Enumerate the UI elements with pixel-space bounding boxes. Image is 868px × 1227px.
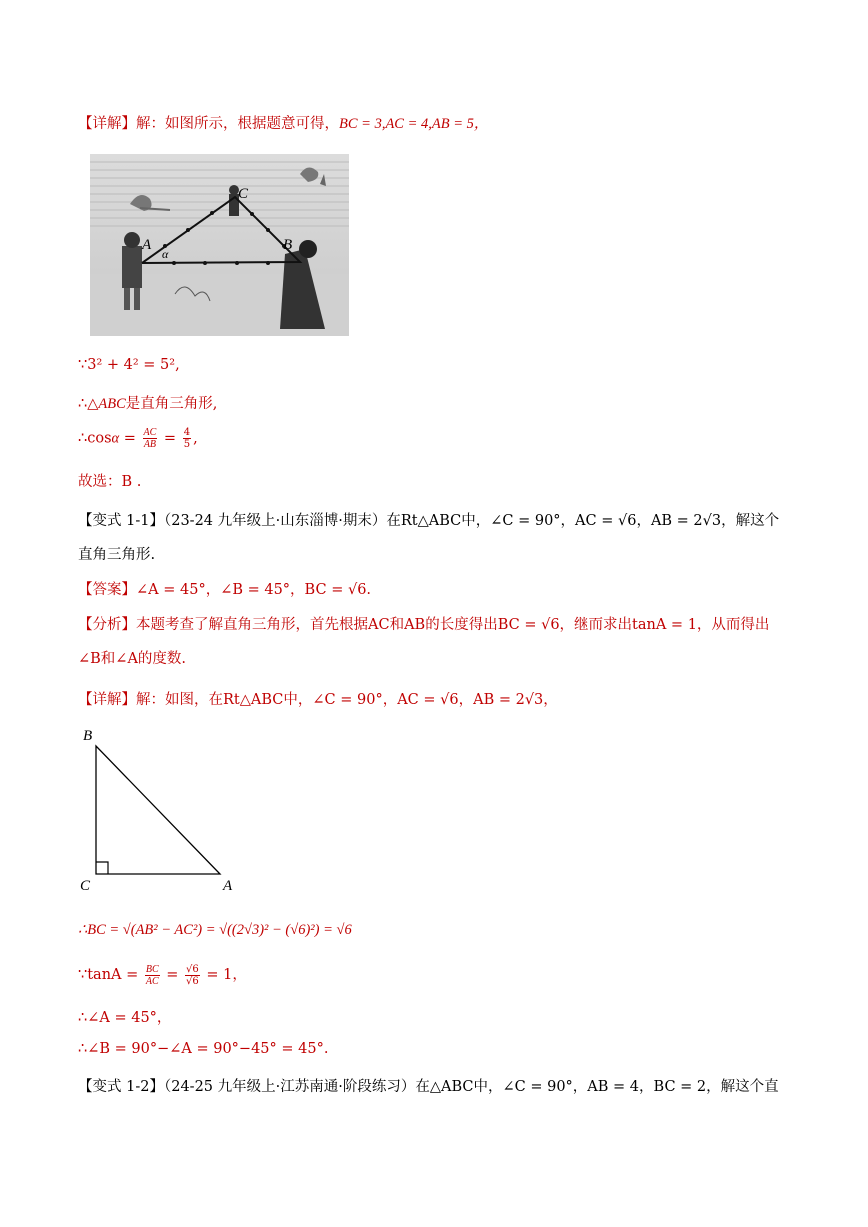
variant1-line2: 直角三角形. bbox=[78, 547, 156, 563]
fig1-label-a: A bbox=[142, 237, 152, 253]
equals-one: = 1， bbox=[206, 967, 247, 983]
fig1-label-b: B bbox=[283, 237, 293, 253]
egyptian-rope-figure bbox=[90, 154, 349, 336]
detail2-line bbox=[78, 688, 558, 709]
variant1-line1 bbox=[78, 509, 779, 530]
cos-prefix: ∴cos bbox=[78, 430, 112, 447]
detail2-text: 解：如图，在Rt△ABC中，∠C = 90°，AC = √6，AB = 2√3， bbox=[136, 692, 558, 708]
therefore-triangle: ∴△ bbox=[78, 396, 99, 412]
triangle-name: ABC bbox=[98, 396, 126, 412]
step1-line2 bbox=[78, 392, 217, 413]
tan-prefix: ∵tanA = bbox=[78, 967, 143, 983]
fig1-label-c: C bbox=[238, 186, 249, 202]
frac-den-ac: AC bbox=[145, 975, 159, 987]
analysis-line1 bbox=[78, 613, 769, 634]
step2-line1: ∴BC = √(AB² − AC²) = √((2√3)² − (√6)²) = √6 bbox=[78, 922, 352, 938]
variant1-tag: 【变式 1-1】 bbox=[78, 513, 164, 529]
alpha-symbol: α bbox=[111, 430, 120, 447]
detail-text: 解：如图所示，根据题意可得， bbox=[136, 116, 339, 132]
frac-den-sqrt6: √6 bbox=[186, 975, 199, 987]
right-triangle-text: 是直角三角形, bbox=[125, 396, 218, 412]
detail-math: BC = 3,AC = 4,AB = 5， bbox=[339, 116, 489, 132]
detail-line-1 bbox=[78, 112, 488, 133]
frac-num-sqrt6: √6 bbox=[186, 963, 199, 975]
step2-line4: ∴∠B = 90°−∠A = 90°−45° = 45°. bbox=[78, 1041, 329, 1057]
frac-num-bc: BC bbox=[145, 963, 159, 975]
frac-num-4: 4 bbox=[183, 427, 191, 438]
variant2-text: （24-25 九年级上·江苏南通·阶段练习）在△ABC中，∠C = 90°，AB = 4，BC = 2，解这个直 bbox=[163, 1079, 779, 1095]
step2-line2: ∵tanA = $\frac{BC}{AC}$ = $\frac{√6}{√6}$ = 1， bbox=[78, 963, 247, 987]
fig1-label-alpha: α bbox=[162, 247, 169, 261]
step1-line3: ∴cosα = $\frac{AC}{AB}$ = $\frac{4}{5}$ , bbox=[78, 427, 198, 450]
variant2-line bbox=[78, 1075, 779, 1096]
fig2-label-b: B bbox=[83, 728, 93, 744]
analysis-tag: 【分析】 bbox=[78, 617, 136, 633]
answer-line bbox=[78, 578, 371, 599]
frac-num-ac: AC bbox=[143, 427, 157, 438]
frac-den-5: 5 bbox=[183, 439, 191, 450]
step1-line1: ∵3² + 4² = 5², bbox=[78, 357, 180, 373]
step1-line4: 故选：B . bbox=[78, 474, 142, 490]
detail2-tag: 【详解】 bbox=[78, 692, 136, 708]
frac-den-ab: AB bbox=[143, 439, 157, 450]
right-triangle-figure bbox=[78, 722, 248, 894]
answer-text: ∠A = 45°，∠B = 45°，BC = √6. bbox=[136, 582, 372, 598]
step2-line3: ∴∠A = 45°， bbox=[78, 1010, 172, 1026]
variant1-text: （23-24 九年级上·山东淄博·期末）在Rt△ABC中，∠C = 90°，AC = √6，AB = 2√3，解这个 bbox=[163, 513, 780, 529]
answer-tag: 【答案】 bbox=[78, 582, 136, 598]
fig2-label-c: C bbox=[80, 878, 91, 894]
fig2-label-a: A bbox=[223, 878, 233, 894]
analysis-line2: ∠B和∠A的度数. bbox=[78, 651, 187, 667]
detail-tag: 【详解】 bbox=[78, 116, 136, 132]
analysis-text: 本题考查了解直角三角形，首先根据AC和AB的长度得出BC = √6，继而求出tanA = 1，从而得出 bbox=[136, 617, 770, 633]
variant2-tag: 【变式 1-2】 bbox=[78, 1079, 164, 1095]
